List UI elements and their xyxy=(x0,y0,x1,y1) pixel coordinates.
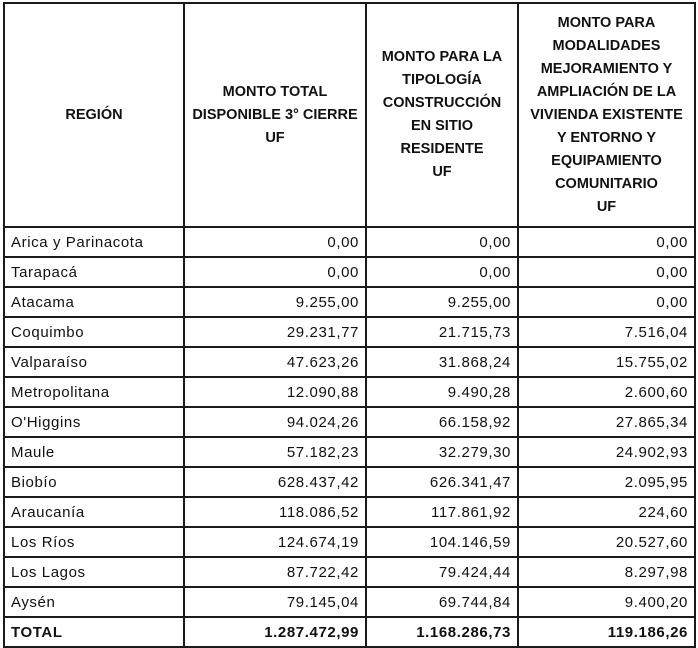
region-cell: Los Lagos xyxy=(4,557,184,587)
table-row xyxy=(4,557,695,587)
header-line: MEJORAMIENTO Y xyxy=(540,60,673,77)
header-line: MONTO PARA LA xyxy=(381,49,503,65)
header-total-disponible xyxy=(184,3,366,227)
construccion-cell: 626.341,47 xyxy=(366,467,518,497)
header-region: REGIÓN xyxy=(4,3,184,227)
table-header xyxy=(4,3,695,227)
table-row xyxy=(4,497,695,527)
header-line: MONTO PARA xyxy=(557,14,656,31)
region-cell: Aysén xyxy=(4,587,184,617)
table-row xyxy=(4,377,695,407)
mejoramiento-cell: 27.865,34 xyxy=(518,407,695,437)
mejoramiento-cell: 0,00 xyxy=(518,227,695,257)
region-cell: Arica y Parinacota xyxy=(4,227,184,257)
table-row xyxy=(4,407,695,437)
table-row xyxy=(4,587,695,617)
total-cell: 0,00 xyxy=(184,257,366,287)
header-line: CONSTRUCCIÓN xyxy=(382,95,502,111)
table-body xyxy=(4,227,695,647)
table-row xyxy=(4,227,695,257)
construccion-cell: 1.168.286,73 xyxy=(366,617,518,647)
total-cell: 118.086,52 xyxy=(184,497,366,527)
header-line: Y ENTORNO Y xyxy=(556,129,657,146)
header-line: RESIDENTE xyxy=(400,141,484,157)
construccion-cell: 9.255,00 xyxy=(366,287,518,317)
table-row xyxy=(4,467,695,497)
mejoramiento-cell: 2.095,95 xyxy=(518,467,695,497)
mejoramiento-cell: 2.600,60 xyxy=(518,377,695,407)
document-page xyxy=(3,2,696,648)
total-cell: 9.255,00 xyxy=(184,287,366,317)
header-line: UF xyxy=(596,198,617,215)
funding-table xyxy=(3,2,696,648)
region-cell: Maule xyxy=(4,437,184,467)
header-line: AMPLIACIÓN DE LA xyxy=(536,83,677,100)
total-row xyxy=(4,617,695,647)
region-cell: Los Ríos xyxy=(4,527,184,557)
mejoramiento-cell: 0,00 xyxy=(518,287,695,317)
header-line: MODALIDADES xyxy=(552,37,661,54)
table-row xyxy=(4,287,695,317)
total-cell: 79.145,04 xyxy=(184,587,366,617)
total-cell: 124.674,19 xyxy=(184,527,366,557)
total-cell: 94.024,26 xyxy=(184,407,366,437)
header-line: VIVIENDA EXISTENTE xyxy=(530,106,683,123)
total-label: TOTAL xyxy=(4,617,184,647)
construccion-cell: 69.744,84 xyxy=(366,587,518,617)
construccion-cell: 31.868,24 xyxy=(366,347,518,377)
construccion-cell: 79.424,44 xyxy=(366,557,518,587)
total-cell: 628.437,42 xyxy=(184,467,366,497)
total-cell: 47.623,26 xyxy=(184,347,366,377)
mejoramiento-cell: 0,00 xyxy=(518,257,695,287)
region-cell: Biobío xyxy=(4,467,184,497)
header-line: DISPONIBLE 3° CIERRE xyxy=(192,106,358,123)
header-line: COMUNITARIO xyxy=(555,175,658,192)
region-cell: Araucanía xyxy=(4,497,184,527)
header-line: UF xyxy=(432,164,452,180)
table-row xyxy=(4,317,695,347)
region-cell: Coquimbo xyxy=(4,317,184,347)
construccion-cell: 66.158,92 xyxy=(366,407,518,437)
region-cell: Tarapacá xyxy=(4,257,184,287)
total-cell: 29.231,77 xyxy=(184,317,366,347)
mejoramiento-cell: 15.755,02 xyxy=(518,347,695,377)
construccion-cell: 0,00 xyxy=(366,257,518,287)
header-mejoramiento xyxy=(518,3,695,227)
mejoramiento-cell: 24.902,93 xyxy=(518,437,695,467)
mejoramiento-cell: 20.527,60 xyxy=(518,527,695,557)
header-line: EN SITIO xyxy=(410,118,474,134)
region-cell: O'Higgins xyxy=(4,407,184,437)
header-row xyxy=(4,3,695,227)
header-line: EQUIPAMIENTO xyxy=(551,152,662,169)
total-cell: 0,00 xyxy=(184,227,366,257)
table-row xyxy=(4,437,695,467)
construccion-cell: 32.279,30 xyxy=(366,437,518,467)
header-construccion xyxy=(366,3,518,227)
total-cell: 57.182,23 xyxy=(184,437,366,467)
mejoramiento-cell: 9.400,20 xyxy=(518,587,695,617)
header-line: UF xyxy=(265,129,285,146)
construccion-cell: 9.490,28 xyxy=(366,377,518,407)
total-cell: 87.722,42 xyxy=(184,557,366,587)
mejoramiento-cell: 119.186,26 xyxy=(518,617,695,647)
mejoramiento-cell: 8.297,98 xyxy=(518,557,695,587)
total-cell: 12.090,88 xyxy=(184,377,366,407)
construccion-cell: 21.715,73 xyxy=(366,317,518,347)
mejoramiento-cell: 224,60 xyxy=(518,497,695,527)
mejoramiento-cell: 7.516,04 xyxy=(518,317,695,347)
construccion-cell: 117.861,92 xyxy=(366,497,518,527)
header-line: MONTO TOTAL xyxy=(222,83,328,100)
table-row xyxy=(4,257,695,287)
region-cell: Atacama xyxy=(4,287,184,317)
total-cell: 1.287.472,99 xyxy=(184,617,366,647)
construccion-cell: 0,00 xyxy=(366,227,518,257)
region-cell: Valparaíso xyxy=(4,347,184,377)
table-row xyxy=(4,527,695,557)
table-row xyxy=(4,347,695,377)
construccion-cell: 104.146,59 xyxy=(366,527,518,557)
header-line: TIPOLOGÍA xyxy=(402,72,482,88)
region-cell: Metropolitana xyxy=(4,377,184,407)
